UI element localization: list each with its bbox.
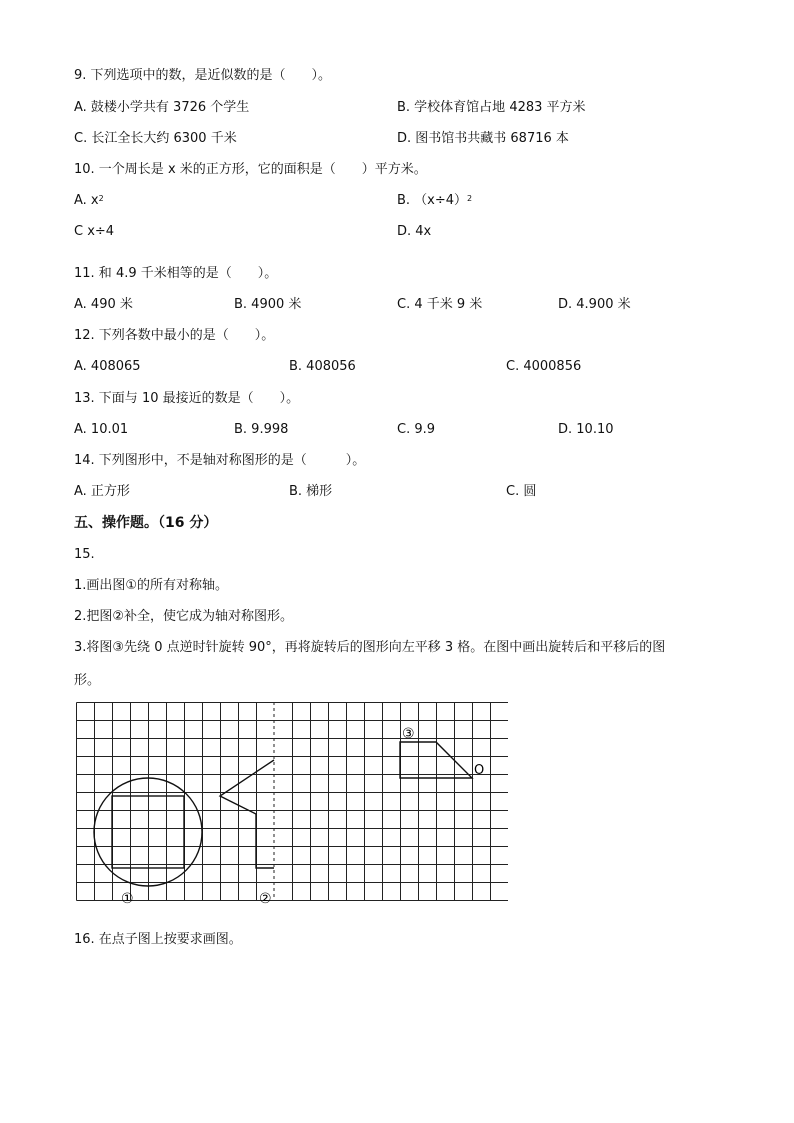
grid-lines bbox=[77, 703, 509, 901]
q13-option-d: D. 10.10 bbox=[558, 422, 614, 437]
q13-option-c: C. 9.9 bbox=[397, 422, 436, 437]
q15-number: 15. bbox=[74, 547, 95, 562]
q11-option-a: A. 490 米 bbox=[74, 297, 133, 312]
q9-option-c: C. 长江全长大约 6300 千米 bbox=[74, 131, 237, 146]
q14-option-c: C. 圆 bbox=[506, 484, 537, 499]
figure3-label: ③ bbox=[402, 726, 415, 742]
q12-option-c: C. 4000856 bbox=[506, 359, 582, 374]
q13-option-b: B. 9.998 bbox=[234, 422, 289, 437]
q16-stem: 16. 在点子图上按要求画图。 bbox=[74, 932, 242, 947]
q15-task-3-continued: 形。 bbox=[74, 673, 101, 688]
q15-grid-figure bbox=[76, 702, 508, 906]
q14-option-a: A. 正方形 bbox=[74, 484, 130, 499]
q14-option-b: B. 梯形 bbox=[289, 484, 333, 499]
q15-task-2: 2.把图②补全，使它成为轴对称图形。 bbox=[74, 609, 294, 624]
q10-option-c: C x÷4 bbox=[74, 224, 115, 239]
q15-task-3: 3.将图③先绕 0 点逆时针旋转 90°，再将旋转后的图形向左平移 3 格。在图中画出旋转后和平移后的图 bbox=[74, 640, 666, 655]
point-o-label: O bbox=[474, 763, 485, 778]
figure1-circle bbox=[94, 778, 202, 886]
q12-option-b: B. 408056 bbox=[289, 359, 356, 374]
q9-option-b: B. 学校体育馆占地 4283 平方米 bbox=[397, 100, 586, 115]
q15-task-1: 1.画出图①的所有对称轴。 bbox=[74, 578, 229, 593]
figure1-square bbox=[112, 796, 184, 868]
q12-stem: 12. 下列各数中最小的是（ ）。 bbox=[74, 328, 275, 343]
q11-stem: 11. 和 4.9 千米相等的是（ ）。 bbox=[74, 266, 278, 281]
figure3-trapezoid bbox=[400, 742, 472, 778]
figure1-label: ① bbox=[121, 891, 134, 906]
q13-stem: 13. 下面与 10 最接近的数是（ ）。 bbox=[74, 391, 300, 406]
q11-option-d: D. 4.900 米 bbox=[558, 297, 631, 312]
q11-option-c: C. 4 千米 9 米 bbox=[397, 297, 483, 312]
figure2-label: ② bbox=[259, 891, 272, 906]
q12-option-a: A. 408065 bbox=[74, 359, 141, 374]
q9-option-d: D. 图书馆书共藏书 68716 本 bbox=[397, 131, 569, 146]
figure2-half-shape bbox=[220, 760, 274, 868]
section5-heading: 五、操作题。（16 分） bbox=[74, 515, 218, 531]
q11-option-b: B. 4900 米 bbox=[234, 297, 302, 312]
q10-option-d: D. 4x bbox=[397, 224, 432, 239]
q9-option-a: A. 鼓楼小学共有 3726 个学生 bbox=[74, 100, 250, 115]
q9-stem: 9. 下列选项中的数，是近似数的是（ ）。 bbox=[74, 68, 332, 83]
q10-option-b: B. $(x\div 4)^2$ bbox=[397, 193, 473, 208]
q10-stem: 10. 一个周长是 x 米的正方形，它的面积是（ ）平方米。 bbox=[74, 162, 427, 177]
q14-stem: 14. 下列图形中，不是轴对称图形的是（ ）。 bbox=[74, 453, 366, 468]
q10-option-a: A. $x^2$ bbox=[74, 193, 104, 208]
q13-option-a: A. 10.01 bbox=[74, 422, 129, 437]
